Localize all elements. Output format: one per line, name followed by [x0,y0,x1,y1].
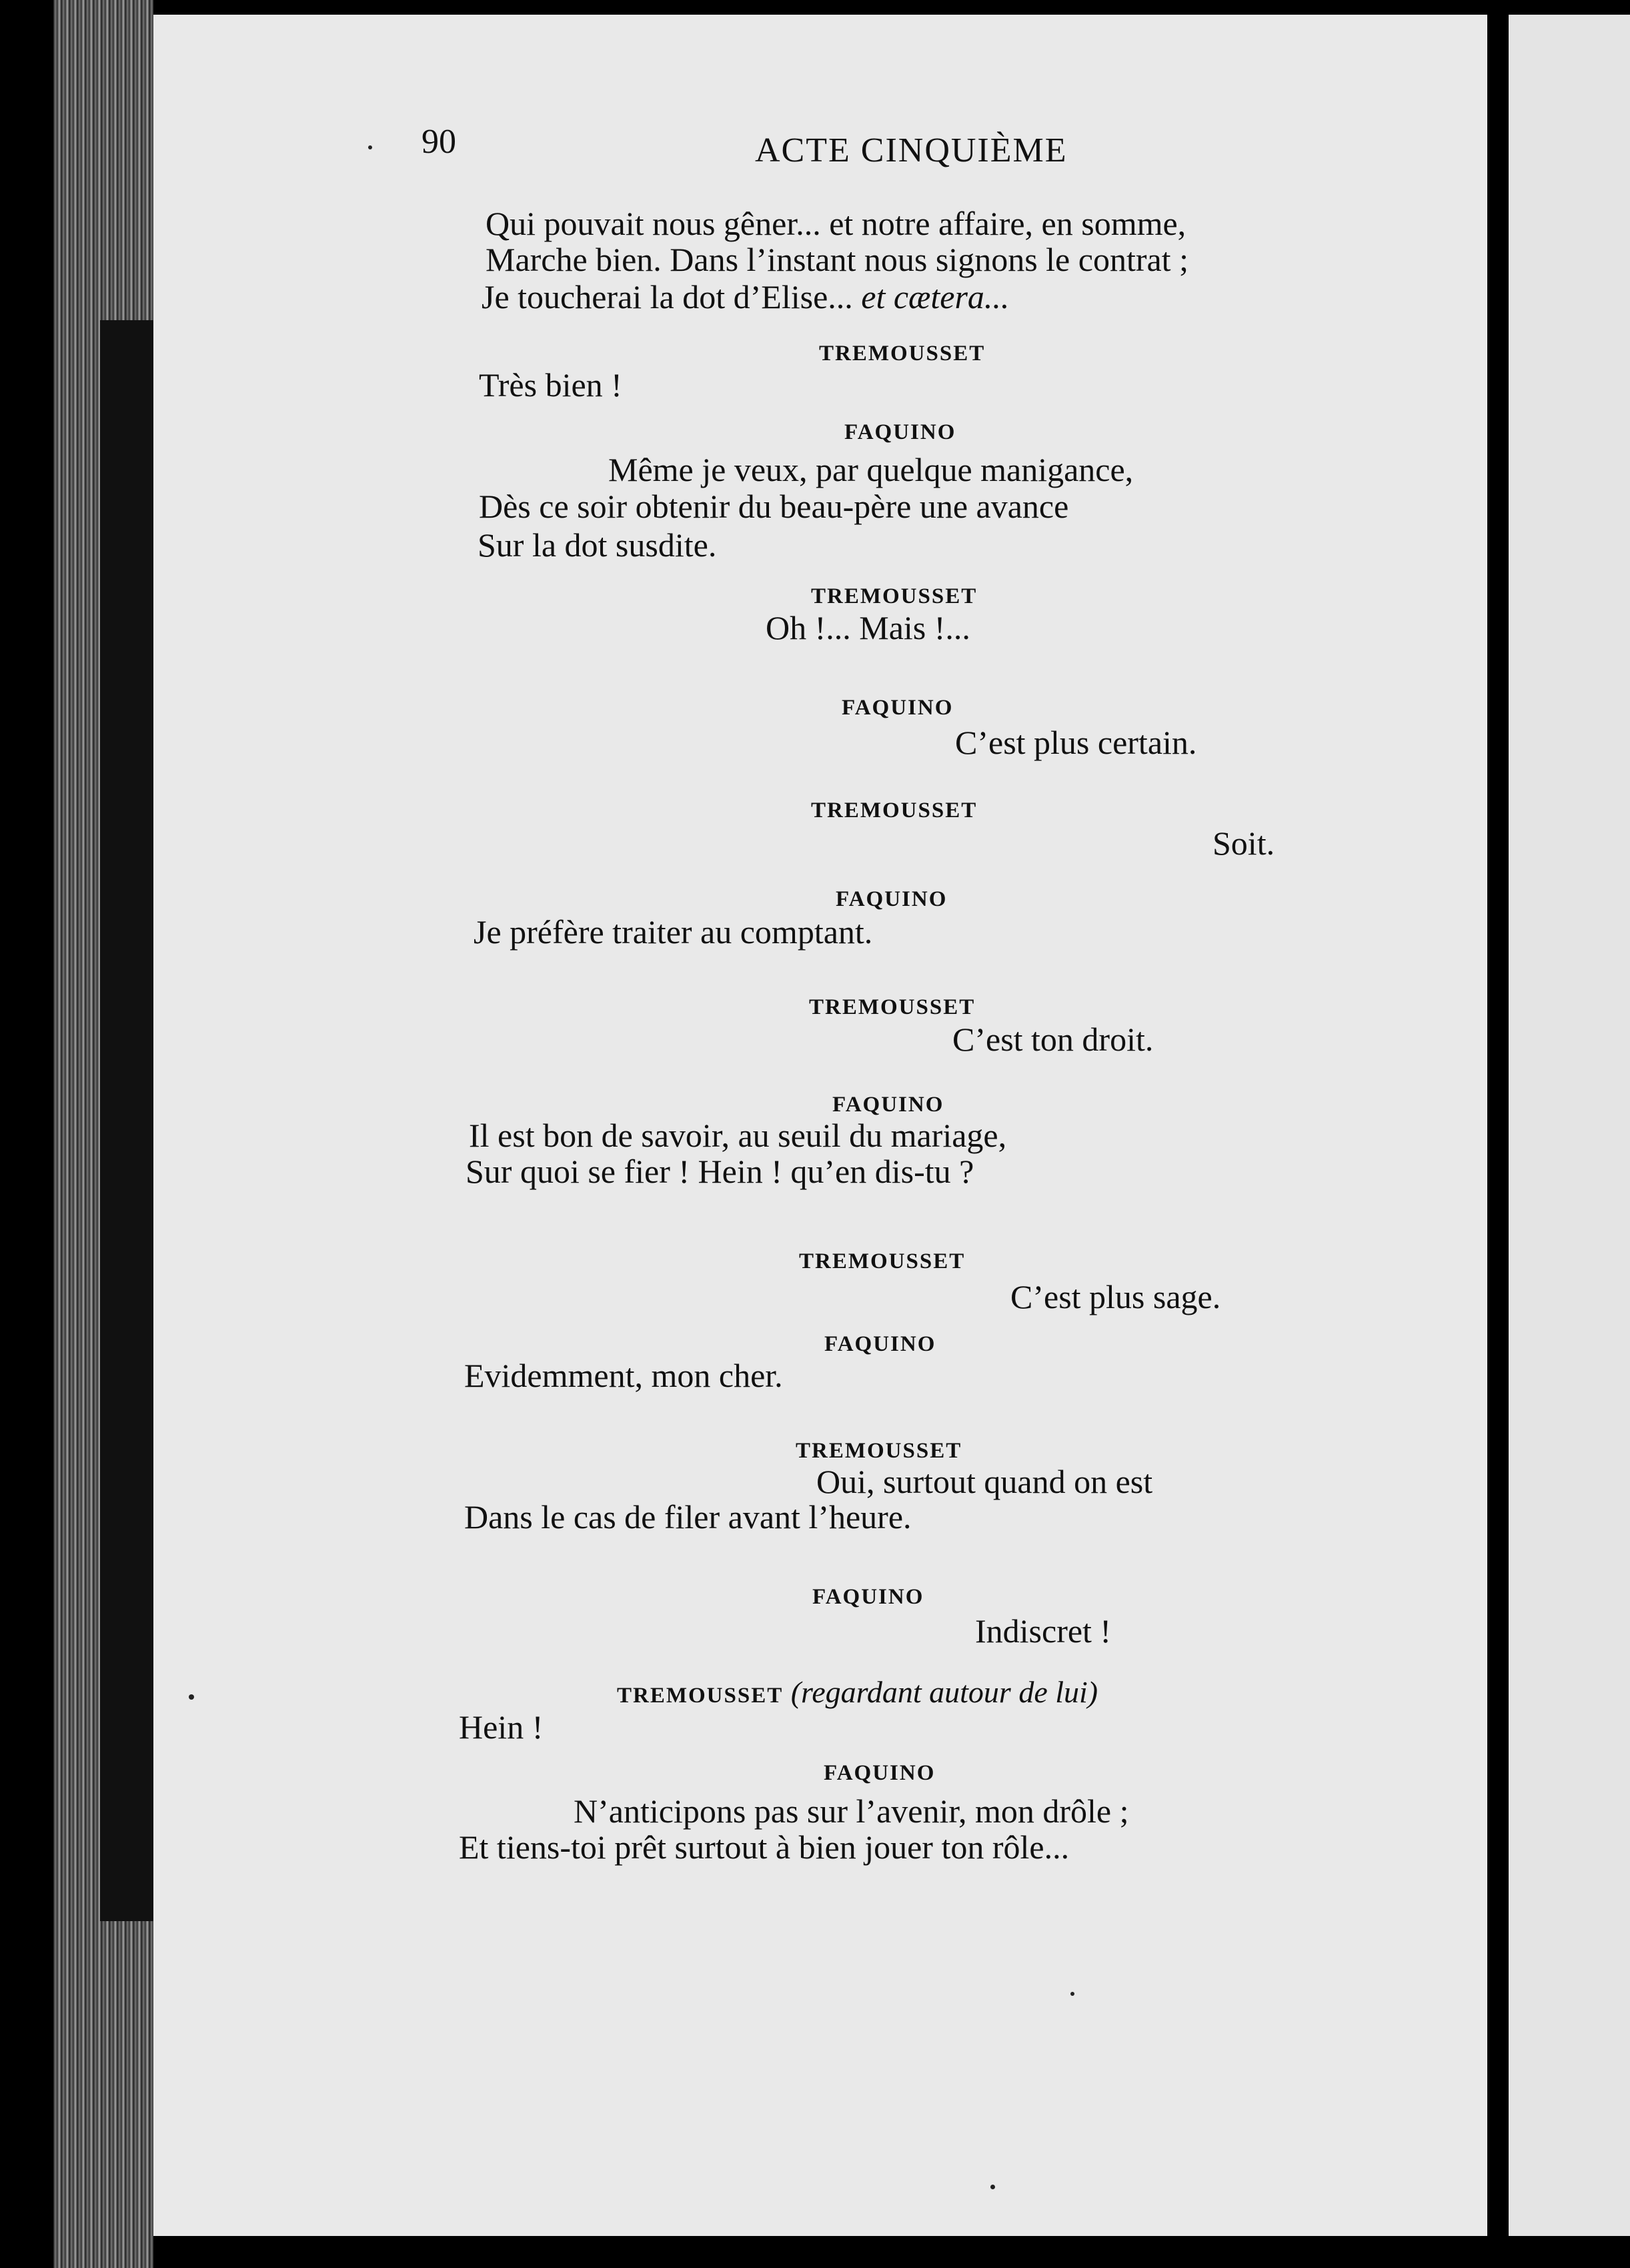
verse-line [464,1356,783,1395]
speaker-label: TREMOUSSET [617,1684,784,1708]
speck [1070,1992,1074,1996]
verse-text: Oh !... Mais !... [766,609,970,646]
verse-line [816,1462,1152,1501]
speaker-name [832,1093,944,1117]
speaker-label: FAQUINO [824,1761,936,1785]
page-number: 90 [422,123,456,161]
speaker-label: TREMOUSSET [799,1249,966,1273]
verse-line [464,1498,912,1536]
verse-text: Je toucherai la dot d’Elise... [482,278,853,316]
stage-direction: (regardant autour de lui) [783,1675,1098,1709]
speaker-name [844,420,956,445]
speaker-label: FAQUINO [824,1332,936,1356]
speaker-name [824,1332,936,1357]
speaker-label: TREMOUSSET [809,995,976,1019]
speaker-name [812,1585,924,1610]
book-gutter-shadow [100,320,153,1921]
verse-text: Hein ! [459,1708,544,1746]
speaker-name [809,995,975,1020]
verse-text: Très bien ! [479,366,622,404]
verse-line [1010,1277,1220,1316]
speaker-label: FAQUINO [844,420,956,444]
speaker-name [617,1674,1098,1710]
speaker-label: TREMOUSSET [819,342,986,366]
speaker-label: FAQUINO [836,887,948,911]
verse-text: C’est plus certain. [955,724,1197,761]
verse-line [466,1152,974,1191]
speaker-name [819,342,985,366]
speaker-name [836,887,947,912]
verse-text: Je préfère traiter au comptant. [474,913,873,951]
verse-line [574,1792,1129,1830]
speaker-label: TREMOUSSET [796,1439,962,1463]
verse-text: Evidemment, mon cher. [464,1357,783,1394]
verse-text: Sur la dot susdite. [478,526,717,564]
verse-text: Il est bon de savoir, au seuil du mariage, [469,1117,1007,1154]
verse-line [459,1708,543,1746]
speck [990,2185,995,2189]
verse-text: C’est ton droit. [952,1021,1154,1058]
speaker-name [811,584,977,609]
verse-line [478,526,716,564]
speck [368,145,372,149]
verse-line [469,1116,1006,1155]
speaker-name [799,1249,965,1274]
verse-text: Soit. [1212,824,1275,862]
verse-line [608,450,1133,489]
speaker-label: TREMOUSSET [811,798,978,822]
verse-text: Même je veux, par quelque manigance, [608,451,1134,488]
verse-line [479,487,1068,526]
speaker-name [842,696,953,720]
verse-line [486,240,1188,279]
verse-line [955,723,1196,762]
speaker-label: FAQUINO [832,1093,944,1117]
verse-text: Oui, surtout quand on est [816,1463,1153,1500]
italic-text: et cætera... [852,278,1010,316]
verse-line [975,1612,1111,1650]
verse-line [479,366,622,404]
verse-line [474,913,872,951]
speaker-name [811,798,977,823]
speaker-name [796,1439,962,1464]
speck [189,1694,194,1700]
verse-line [486,204,1186,243]
verse-text: Dans le cas de filer avant l’heure. [464,1498,912,1536]
running-title: ACTE CINQUIÈME [755,131,1068,169]
verse-text: Indiscret ! [975,1612,1112,1650]
verse-text: Marche bien. Dans l’instant nous signons le contrat ; [486,241,1188,278]
speaker-label: FAQUINO [842,696,954,720]
verse-text: Et tiens-toi prêt surtout à bien jouer ton rôle... [459,1828,1070,1866]
verse-text: N’anticipons pas sur l’avenir, mon drôle ; [574,1792,1129,1830]
speaker-name [824,1761,935,1786]
speaker-label: FAQUINO [812,1585,924,1609]
verse-line [482,277,1009,316]
verse-line [766,608,970,647]
speaker-label: TREMOUSSET [811,584,978,608]
verse-line [459,1828,1069,1866]
verse-text: Qui pouvait nous gêner... et notre affaire, en somme, [486,205,1186,242]
verse-text: Dès ce soir obtenir du beau-père une avance [479,488,1069,525]
verse-text: C’est plus sage. [1010,1278,1221,1315]
verse-line [952,1020,1153,1059]
facing-page-strip [1509,15,1630,2236]
verse-line [1212,824,1275,863]
verse-text: Sur quoi se fier ! Hein ! qu’en dis-tu ? [466,1153,974,1190]
